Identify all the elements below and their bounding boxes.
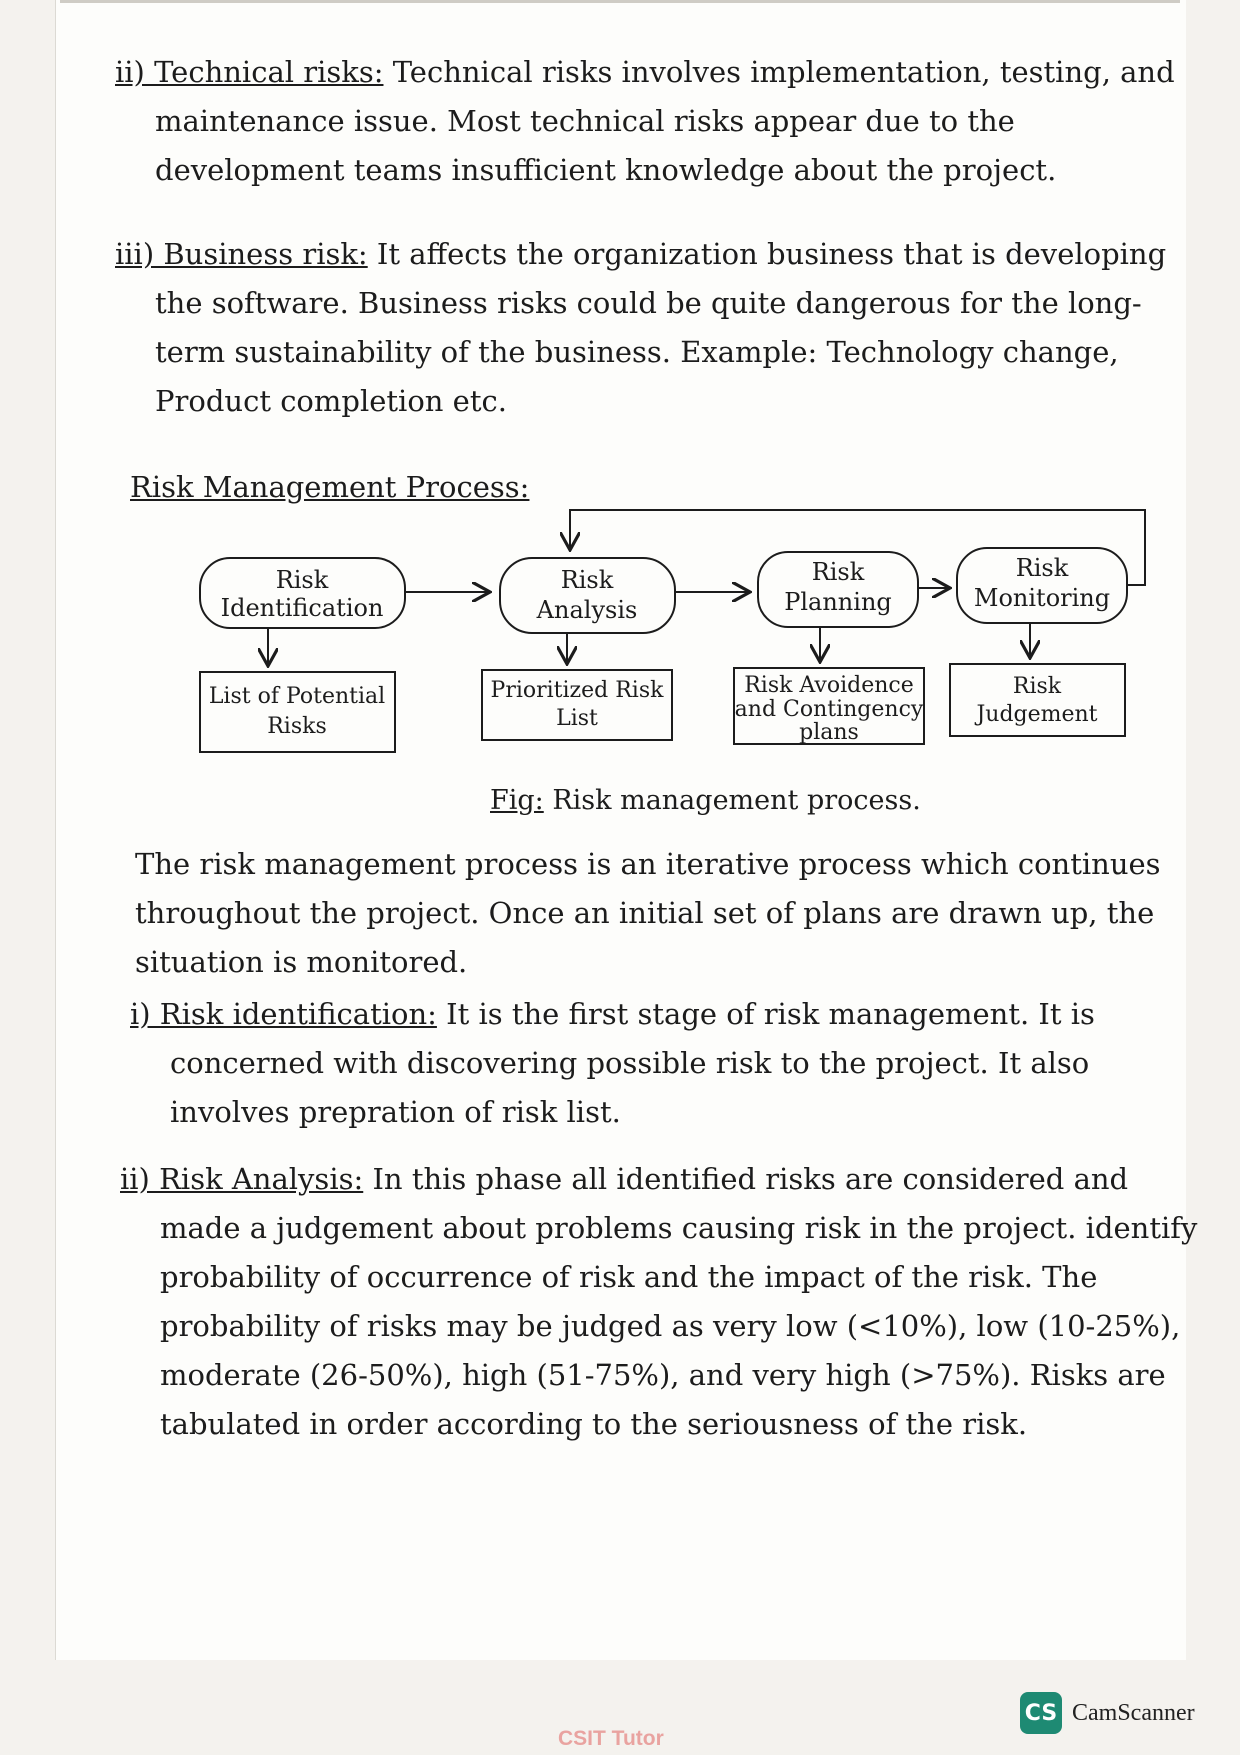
label-potential-risks-2: Risks <box>267 714 327 739</box>
label-prioritized-2: List <box>556 706 598 731</box>
risk-identification-paragraph <box>130 990 1205 1137</box>
risk-identification-heading: i) Risk identification: <box>130 997 437 1031</box>
label-identification-1: Risk <box>275 566 329 594</box>
risk-analysis-paragraph <box>120 1155 1205 1449</box>
risk-identification-text: It is the first stage of risk management. It is concerned with discovering possible risk to the project. It also involves prepration of risk list. <box>170 997 1095 1129</box>
risk-analysis-text: In this phase all identified risks are considered and made a judgement about problems causing risk in the project. identify probability of occurrence of risk and the impact of the risk. The probability of risks may be judged as very low (<10%), low (10-25%), moderate (26-50%), high (51-75%), and very high (>75%). Risks are tabulated in order according to the seriousness of the risk. <box>160 1162 1198 1441</box>
technical-risks-text: Technical risks involves implementation, testing, and maintenance issue. Most technical risks appear due to the development teams insufficient knowledge about the project. <box>155 55 1175 187</box>
camscanner-label: CamScanner <box>1072 1700 1195 1726</box>
label-avoidence-1: Risk Avoidence <box>744 673 914 698</box>
business-risk-heading: iii) Business risk: <box>115 237 368 271</box>
label-avoidence-3: plans <box>799 720 859 745</box>
label-monitoring-1: Risk <box>1015 554 1069 582</box>
risk-analysis-heading: ii) Risk Analysis: <box>120 1162 364 1196</box>
label-monitoring-2: Monitoring <box>973 584 1111 612</box>
iterative-process-paragraph: The risk management process is an iterative process which continues throughout the project. Once an initial set of plans are drawn up, the situation is monitored. <box>135 847 1161 979</box>
label-planning-1: Risk <box>811 558 865 586</box>
camscanner-logo-icon: CS <box>1020 1692 1062 1734</box>
label-analysis-1: Risk <box>560 566 614 594</box>
label-planning-2: Planning <box>784 588 892 616</box>
label-identification-2: Identification <box>220 594 384 622</box>
figure-caption-label: Fig: <box>490 785 544 816</box>
figure-caption <box>490 785 921 816</box>
business-risk-text: It affects the organization business that is developing the software. Business risks could be quite dangerous for the long-term sustainability of the business. Example: Technology change, Product completion etc. <box>155 237 1167 418</box>
figure-caption-text: Risk management process. <box>543 785 921 816</box>
risk-management-process-title: Risk Management Process: <box>130 470 530 504</box>
label-avoidence-2: and Contingency <box>734 697 924 722</box>
label-potential-risks-1: List of Potential <box>208 684 386 709</box>
technical-risks-heading: ii) Technical risks: <box>115 55 384 89</box>
label-analysis-2: Analysis <box>536 596 638 624</box>
label-prioritized-1: Prioritized Risk <box>490 678 664 703</box>
label-judgement-2: Judgement <box>976 702 1098 727</box>
csit-tutor-watermark: CSIT Tutor <box>558 1727 664 1750</box>
label-judgement-1: Risk <box>1012 674 1062 699</box>
